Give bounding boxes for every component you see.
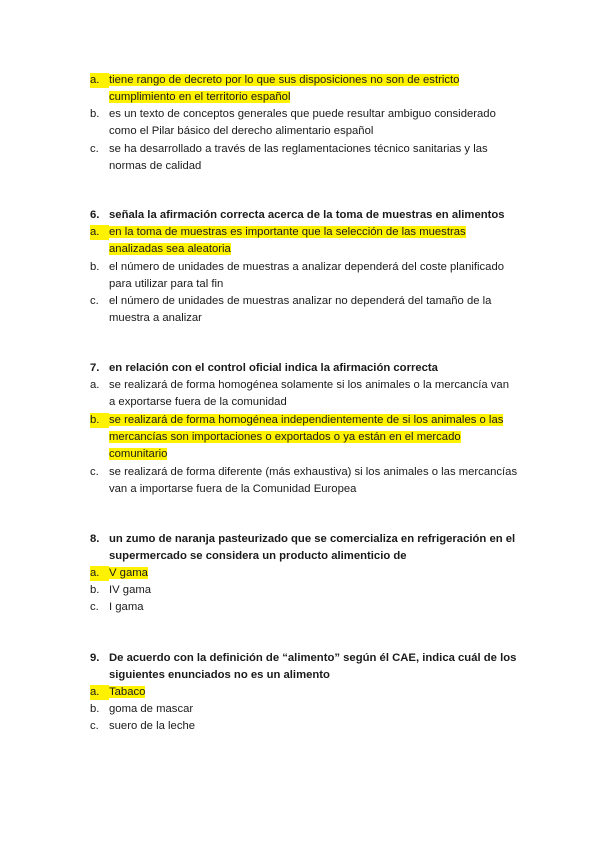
option-text: en la toma de muestras es importante que la selección de las muestras: [109, 226, 466, 238]
q7-option-c-cont: [109, 482, 356, 497]
q6-option-a-cont: [109, 242, 231, 257]
option-text: cumplimiento en el territorio español: [109, 91, 291, 103]
prev-option-a-cont: [109, 90, 290, 105]
option-label: b.: [90, 261, 100, 273]
prev-option-a: [90, 73, 459, 88]
option-label: a.: [90, 225, 109, 240]
question-9-title-cont: [109, 668, 330, 683]
question-9-title: [90, 651, 516, 666]
q6-option-a: [90, 225, 466, 240]
prev-option-c: [90, 142, 488, 157]
option-label: c.: [90, 601, 99, 613]
option-text: suero de la leche: [109, 720, 196, 732]
question-text: señala la afirmación correcta acerca de la toma de muestras en alimentos: [109, 209, 505, 221]
option-text: es un texto de conceptos generales que puede resultar ambiguo considerado: [109, 108, 496, 120]
question-number: 8.: [90, 533, 100, 545]
q6-option-c-cont: [109, 311, 202, 326]
option-text: I gama: [109, 601, 144, 613]
q7-option-c: [90, 465, 517, 480]
option-text: se realizará de forma homogénea independientemente de si los animales o las: [109, 414, 504, 426]
q7-option-a: [90, 378, 509, 393]
q8-option-a: [90, 566, 148, 581]
option-label: c.: [90, 143, 99, 155]
option-text: el número de unidades de muestras a analizar dependerá del coste planificado: [109, 261, 505, 273]
option-text: muestra a analizar: [109, 312, 202, 324]
option-text: a exportarse fuera de la comunidad: [109, 396, 287, 408]
option-text: goma de mascar: [109, 703, 194, 715]
option-text: van a importarse fuera de la Comunidad Europea: [109, 483, 357, 495]
q9-option-b: [90, 702, 193, 717]
option-label: a.: [90, 73, 109, 88]
option-label: b.: [90, 108, 100, 120]
q8-option-c: [90, 600, 144, 615]
option-text: tiene rango de decreto por lo que sus disposiciones no son de estricto: [109, 74, 460, 86]
option-text: se realizará de forma homogénea solamente si los animales o la mercancía van: [109, 379, 509, 391]
option-text: analizadas sea aleatoria: [109, 243, 231, 255]
option-text: el número de unidades de muestras analizar no dependerá del tamaño de la: [109, 295, 492, 307]
option-label: a.: [90, 379, 100, 391]
option-text: se ha desarrollado a través de las reglamentaciones técnico sanitarias y las: [109, 143, 488, 155]
question-8-title-cont: [109, 549, 407, 564]
question-number: 9.: [90, 652, 100, 664]
q7-option-b: [90, 413, 503, 428]
question-text: un zumo de naranja pasteurizado que se comercializa en refrigeración en el: [109, 533, 516, 545]
option-label: a.: [90, 685, 109, 700]
question-text: en relación con el control oficial indica la afirmación correcta: [109, 362, 438, 374]
q7-option-a-cont: [109, 395, 287, 410]
option-text: mercancías son importaciones o exportados o ya están en el mercado: [109, 431, 461, 443]
question-text: supermercado se considera un producto alimenticio de: [109, 550, 407, 562]
q8-option-b: [90, 583, 151, 598]
option-text: se realizará de forma diferente (más exhaustiva) si los animales o las mercancías: [109, 466, 518, 478]
option-text: comunitario: [109, 448, 168, 460]
option-text: V gama: [109, 567, 148, 579]
option-text: como el Pilar básico del derecho alimentario español: [109, 125, 374, 137]
question-number: 7.: [90, 362, 100, 374]
prev-option-c-cont: [109, 159, 201, 174]
question-text: De acuerdo con la definición de “alimento” según él CAE, indica cuál de los: [109, 652, 517, 664]
option-label: c.: [90, 295, 99, 307]
option-label: c.: [90, 720, 99, 732]
q7-option-b-cont-1: [109, 430, 461, 445]
question-7-title: [90, 361, 438, 376]
q6-option-b-cont: [109, 277, 223, 292]
q6-option-b: [90, 260, 504, 275]
q9-option-a: [90, 685, 145, 700]
option-label: b.: [90, 413, 109, 428]
question-6-title: [90, 208, 505, 223]
q7-option-b-cont-2: [109, 447, 167, 462]
question-number: 6.: [90, 209, 100, 221]
option-text: normas de calidad: [109, 160, 202, 172]
option-label: c.: [90, 466, 99, 478]
option-text: IV gama: [109, 584, 152, 596]
option-label: b.: [90, 703, 100, 715]
q9-option-c: [90, 719, 195, 734]
option-text: para utilizar para tal fin: [109, 278, 224, 290]
question-8-title: [90, 532, 515, 547]
prev-option-b-cont: [109, 124, 373, 139]
question-text: siguientes enunciados no es un alimento: [109, 669, 330, 681]
option-text: Tabaco: [109, 686, 146, 698]
option-label: b.: [90, 584, 100, 596]
q6-option-c: [90, 294, 491, 309]
prev-option-b: [90, 107, 496, 122]
option-label: a.: [90, 566, 109, 581]
